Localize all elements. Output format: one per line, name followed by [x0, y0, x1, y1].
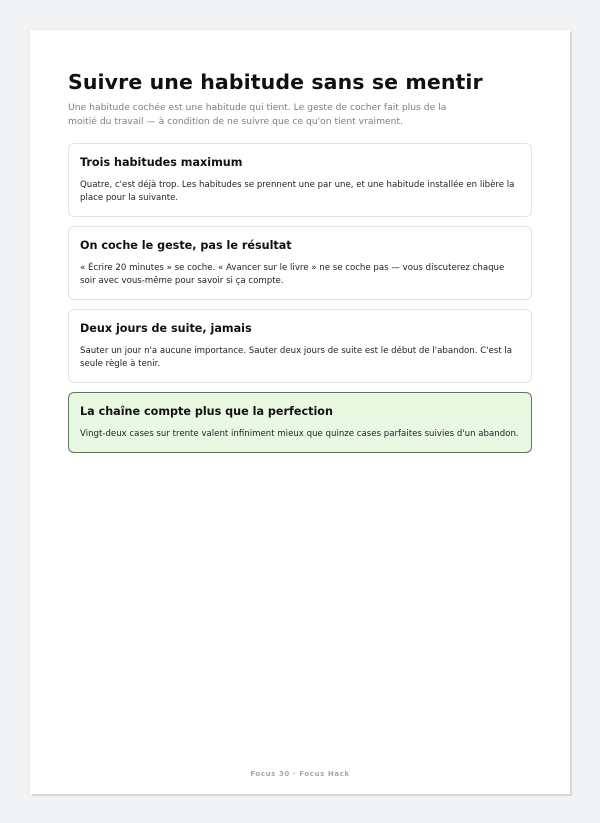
tip-card-chain-over-perfection: [68, 392, 532, 453]
tip-card-title: Deux jours de suite, jamais: [80, 322, 252, 335]
tip-card-text: Vingt-deux cases sur trente valent infiniment mieux que quinze cases parfaites suivies d'un abandon.: [80, 429, 519, 439]
tip-card-two-days-rule: [68, 309, 532, 383]
tips-list: [68, 143, 532, 453]
document-page: [30, 30, 570, 794]
page-subtitle: Une habitude cochée est une habitude qui tient. Le geste de cocher fait plus de la moitié du travail — à condition de ne suivre que ce qu'on tient vraiment.: [68, 102, 447, 127]
tip-card-title: La chaîne compte plus que la perfection: [80, 405, 333, 418]
page-title: Suivre une habitude sans se mentir: [68, 70, 483, 94]
tip-card-three-habits: [68, 143, 532, 217]
tip-card-title: On coche le geste, pas le résultat: [80, 239, 292, 252]
page-footer: Focus 30 · Focus Hack: [250, 770, 350, 778]
tip-card-text: Sauter un jour n'a aucune importance. Sauter deux jours de suite est le début de l'abandon. C'est la seule règle à tenir.: [80, 346, 513, 369]
tip-card-text: Quatre, c'est déjà trop. Les habitudes se prennent une par une, et une habitude installée en libère la place pour la suivante.: [80, 180, 515, 203]
tip-card-text: « Écrire 20 minutes » se coche. « Avancer sur le livre » ne se coche pas — vous discuterez chaque soir avec vous-même pour savoir si ça compte.: [80, 263, 505, 286]
tip-card-title: Trois habitudes maximum: [80, 156, 243, 169]
tip-card-check-the-action: [68, 226, 532, 300]
